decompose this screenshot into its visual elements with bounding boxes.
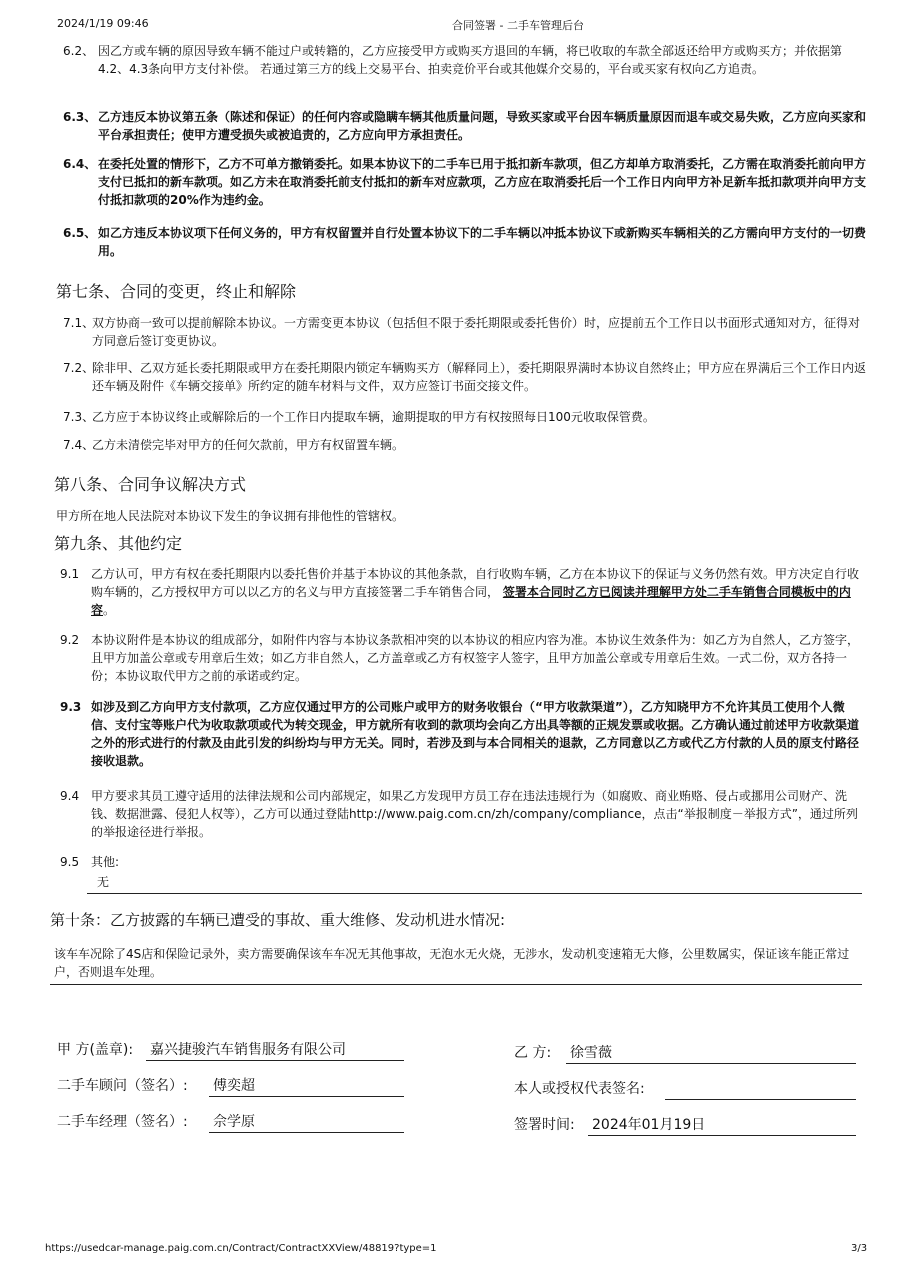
clause-9-1-emphasis: 签署本合同时乙方已阅读并理解甲方处二手车销售合同模板中的内容: [91, 585, 851, 617]
party-b-label: 乙 方:: [514, 1045, 552, 1061]
clause-9-5-label: 其他:: [91, 855, 120, 869]
clause-9-5: [60, 853, 868, 871]
clause-text: 在委托处置的情形下，乙方不可单方撤销委托。如果本协议下的二手车已用于抵扣新车款项，但乙方却单方取消委托，乙方需在取消委托前向甲方支付已抵扣的新车款项。如乙方未在取消委托前支付抵扣的新车对应款项，乙方应在取消委托后一个工作日内向甲方补足新车抵扣款项并向甲方支付抵扣款项的20%作为违约金。: [98, 157, 867, 207]
clause-text: 除非甲、乙双方延长委托期限或甲方在委托期限内锁定车辆购买方（解释同上），委托期限界满时本协议自然终止；甲方应在界满后三个工作日内返还车辆及附件《车辆交接单》所约定的随车材料与文件，双方应签订书面交接文件。: [92, 361, 867, 393]
clause-9-5-value: 无: [97, 875, 110, 889]
clause-number: 6.5、: [63, 226, 97, 240]
clause-number: 6.3、: [63, 110, 97, 124]
clause-6-4: [63, 155, 868, 209]
clause-number: 6.2、: [63, 44, 95, 58]
clause-text: 如涉及到乙方向甲方支付款项，乙方应仅通过甲方的公司账户或甲方的财务收银台（“甲方收款渠道”），乙方知晓甲方不允许其员工使用个人微信、支付宝等账户代为收取款项或代为转交现金，甲方就所有收到的款项均会向乙方出具等额的正规发票或收据。乙方确认通过前述甲方收款渠道之外的形式进行的付款及由此引发的纠纷均与甲方无关。同时，若涉及到与本合同相关的退款，乙方同意以乙方或代乙方付款的人员的原支付路径接收退款。: [91, 700, 860, 768]
clause-number: 9.2: [60, 633, 80, 647]
clause-text: 乙方应于本协议终止或解除后的一个工作日内提取车辆，逾期提取的甲方有权按照每日100元收取保管费。: [92, 410, 655, 424]
advisor-label: 二手车顾问（签名）:: [57, 1078, 188, 1094]
clause-text: 因乙方或车辆的原因导致车辆不能过户或转籍的，乙方应接受甲方或购买方退回的车辆，将已收取的车款全部返还给甲方或购买方；并依据第4.2、4.3条向甲方支付补偿。 若通过第三方的线上交易平台、拍卖竞价平台或其他媒介交易的，平台或买家有权向乙方追责。: [98, 44, 843, 76]
clause-7-2: [63, 359, 868, 395]
clause-number: 7.1、: [63, 316, 95, 330]
clause-6-5: [63, 224, 868, 260]
clause-text: 双方协商一致可以提前解除本协议。一方需变更本协议（包括但不限于委托期限或委托售价）时，应提前五个工作日以书面形式通知对方，征得对方同意后签订变更协议。: [92, 316, 861, 348]
clause-text: 甲方要求其员工遵守适用的法律法规和公司内部规定，如果乙方发现甲方员工存在违法违规行为（如腐败、商业贿赂、侵占或挪用公司财产、洗钱、数据泄露、侵犯人权等），乙方可以通过登陆http://www.paig.com.cn/zh/company/compliance，点击“举报制度－举报方式”，通过所列的举报途径进行举报。: [91, 789, 858, 839]
clause-9-1-end: 。: [103, 603, 116, 617]
divider: [87, 893, 862, 894]
clause-number: 9.1: [60, 567, 80, 581]
sign-date-field: 2024年01月19日: [588, 1115, 856, 1136]
clause-text: 乙方未清偿完毕对甲方的任何欠款前，甲方有权留置车辆。: [92, 438, 405, 452]
manager-signature-field: 佘学原: [209, 1112, 404, 1133]
party-a-field: 嘉兴捷骏汽车销售服务有限公司: [146, 1040, 404, 1061]
representative-label: 本人或授权代表签名:: [514, 1081, 645, 1097]
section-10-text: 该车车况除了4S店和保险记录外，卖方需要确保该车车况无其他事故，无泡水无火烧，无涉水，发动机变速箱无大修，公里数属实，保证该车能正常过户，否则退车处理。: [54, 947, 850, 979]
clause-7-3: [63, 408, 868, 426]
clause-9-2: [60, 631, 868, 685]
advisor-signature-field: 傅奕超: [209, 1076, 404, 1097]
clause-text: 乙方违反本协议第五条（陈述和保证）的任何内容或隐瞒车辆其他质量问题，导致买家或平台因车辆质量原因而退车或交易失败，乙方应向买家和平台承担责任；使甲方遭受损失或被追责的，乙方应向甲方承担责任。: [98, 110, 867, 142]
section-9-heading: 第九条、其他约定: [54, 534, 183, 553]
sign-date-label: 签署时间:: [514, 1117, 575, 1133]
clause-number: 9.5: [60, 855, 80, 869]
page-title: 合同签署 - 二手车管理后台: [452, 19, 584, 32]
clause-text: [60, 565, 868, 619]
party-a-label: 甲 方(盖章):: [57, 1042, 134, 1058]
print-datetime: 2024/1/19 09:46: [57, 17, 149, 30]
section-8-text: 甲方所在地人民法院对本协议下发生的争议拥有排他性的管辖权。: [56, 509, 405, 523]
clause-number: 9.3: [60, 700, 82, 714]
clause-6-2: [63, 42, 868, 78]
section-8-heading: 第八条、合同争议解决方式: [54, 475, 247, 494]
manager-label: 二手车经理（签名）:: [57, 1114, 188, 1130]
clause-text: 本协议附件是本协议的组成部分，如附件内容与本协议条款相冲突的以本协议的相应内容为准。本协议生效条件为：如乙方为自然人，乙方签字，且甲方加盖公章或专用章后生效；如乙方非自然人，乙方盖章或乙方有权签字人签字，且甲方加盖公章或专用章后生效。一式二份，双方各持一份；本协议取代甲方之前的承诺或约定。: [91, 633, 860, 683]
clause-number: 7.4、: [63, 438, 95, 452]
clause-number: 7.2、: [63, 361, 95, 375]
divider: [50, 984, 862, 985]
clause-number: 6.4、: [63, 157, 97, 171]
representative-signature-field: [665, 1079, 856, 1100]
party-b-field: 徐雪薇: [566, 1043, 856, 1064]
clause-9-3: [60, 698, 868, 770]
clause-9-1: [60, 565, 868, 619]
clause-9-4: [60, 787, 868, 841]
clause-number: 9.4: [60, 789, 80, 803]
clause-9-1-body: 乙方认可，甲方有权在委托期限内以委托售价并基于本协议的其他条款，自行收购车辆，乙方在本协议下的保证与义务仍然有效。甲方决定自行收购车辆的，乙方授权甲方可以以乙方的名义与甲方直接签署二手车销售合同，: [91, 567, 860, 599]
clause-7-4: [63, 436, 868, 454]
clause-number: 7.3、: [63, 410, 95, 424]
clause-6-3: [63, 108, 868, 144]
section-10-heading: 第十条：乙方披露的车辆已遭受的事故、重大维修、发动机进水情况:: [50, 911, 506, 929]
clause-7-1: [63, 314, 868, 350]
clause-text: 如乙方违反本协议项下任何义务的，甲方有权留置并自行处置本协议下的二手车辆以冲抵本协议下或新购买车辆相关的乙方需向甲方支付的一切费用。: [98, 226, 867, 258]
section-7-heading: 第七条、合同的变更，终止和解除: [56, 282, 297, 301]
page-number: 3/3: [851, 1243, 868, 1254]
page-url: https://usedcar-manage.paig.com.cn/Contract/ContractXXView/48819?type=1: [45, 1243, 437, 1254]
